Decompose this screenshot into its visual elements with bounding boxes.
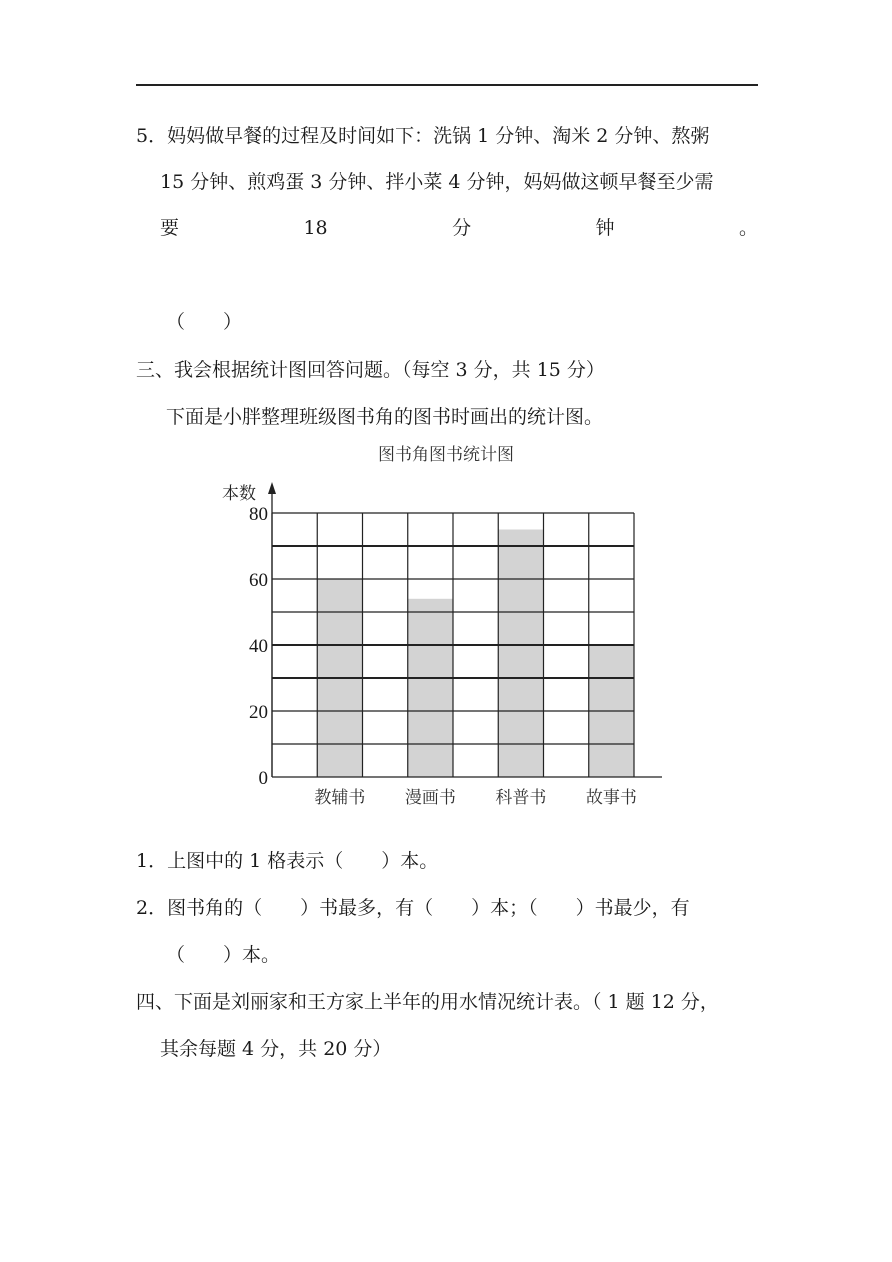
chart-title: 图书角图书统计图 [378,445,514,465]
question-2-line-1: 2．图书角的（ ）书最多，有（ ）本；（ ）书最少，有 [136,897,690,919]
x-category-label: 教辅书 [314,788,366,808]
y-axis-arrow-icon [268,482,276,494]
y-tick-label: 20 [249,702,268,723]
y-tick-label: 40 [249,636,268,657]
section3-heading: 三、我会根据统计图回答问题。（每空 3 分，共 15 分） [136,359,605,381]
x-category-label: 故事书 [585,788,637,808]
x-category-label: 漫画书 [404,788,456,808]
q5-bracket: （ ） [166,311,243,333]
section3-intro: 下面是小胖整理班级图书角的图书时画出的统计图。 [166,406,604,428]
bar-漫画书 [408,599,453,777]
q5-line-1: 5．妈妈做早餐的过程及时间如下：洗锅 1 分钟、淘米 2 分钟、熬粥 [136,125,710,147]
q5-word: 钟 [595,217,615,239]
question-2-line-2: （ ）本。 [166,944,281,966]
section4-line-1: 四、下面是刘丽家和王方家上半年的用水情况统计表。（ 1 题 12 分， [136,991,719,1013]
q5-word: 要 [160,217,180,239]
x-category-label: 科普书 [495,788,547,808]
y-axis-label: 本数 [222,484,256,504]
q5-line-2: 15 分钟、煎鸡蛋 3 分钟、拌小菜 4 分钟，妈妈做这顿早餐至少需 [160,171,714,193]
q5-word: 分 [452,217,472,239]
y-tick-label: 60 [249,570,268,591]
y-tick-label: 80 [249,504,268,525]
q5-word: 。 [738,217,758,239]
y-tick-label: 0 [258,768,268,789]
bar-科普书 [498,530,543,778]
section4-line-2: 其余每题 4 分，共 20 分） [160,1038,392,1060]
question-1: 1．上图中的 1 格表示（ ）本。 [136,850,439,872]
q5-answer: 18 [303,217,328,239]
